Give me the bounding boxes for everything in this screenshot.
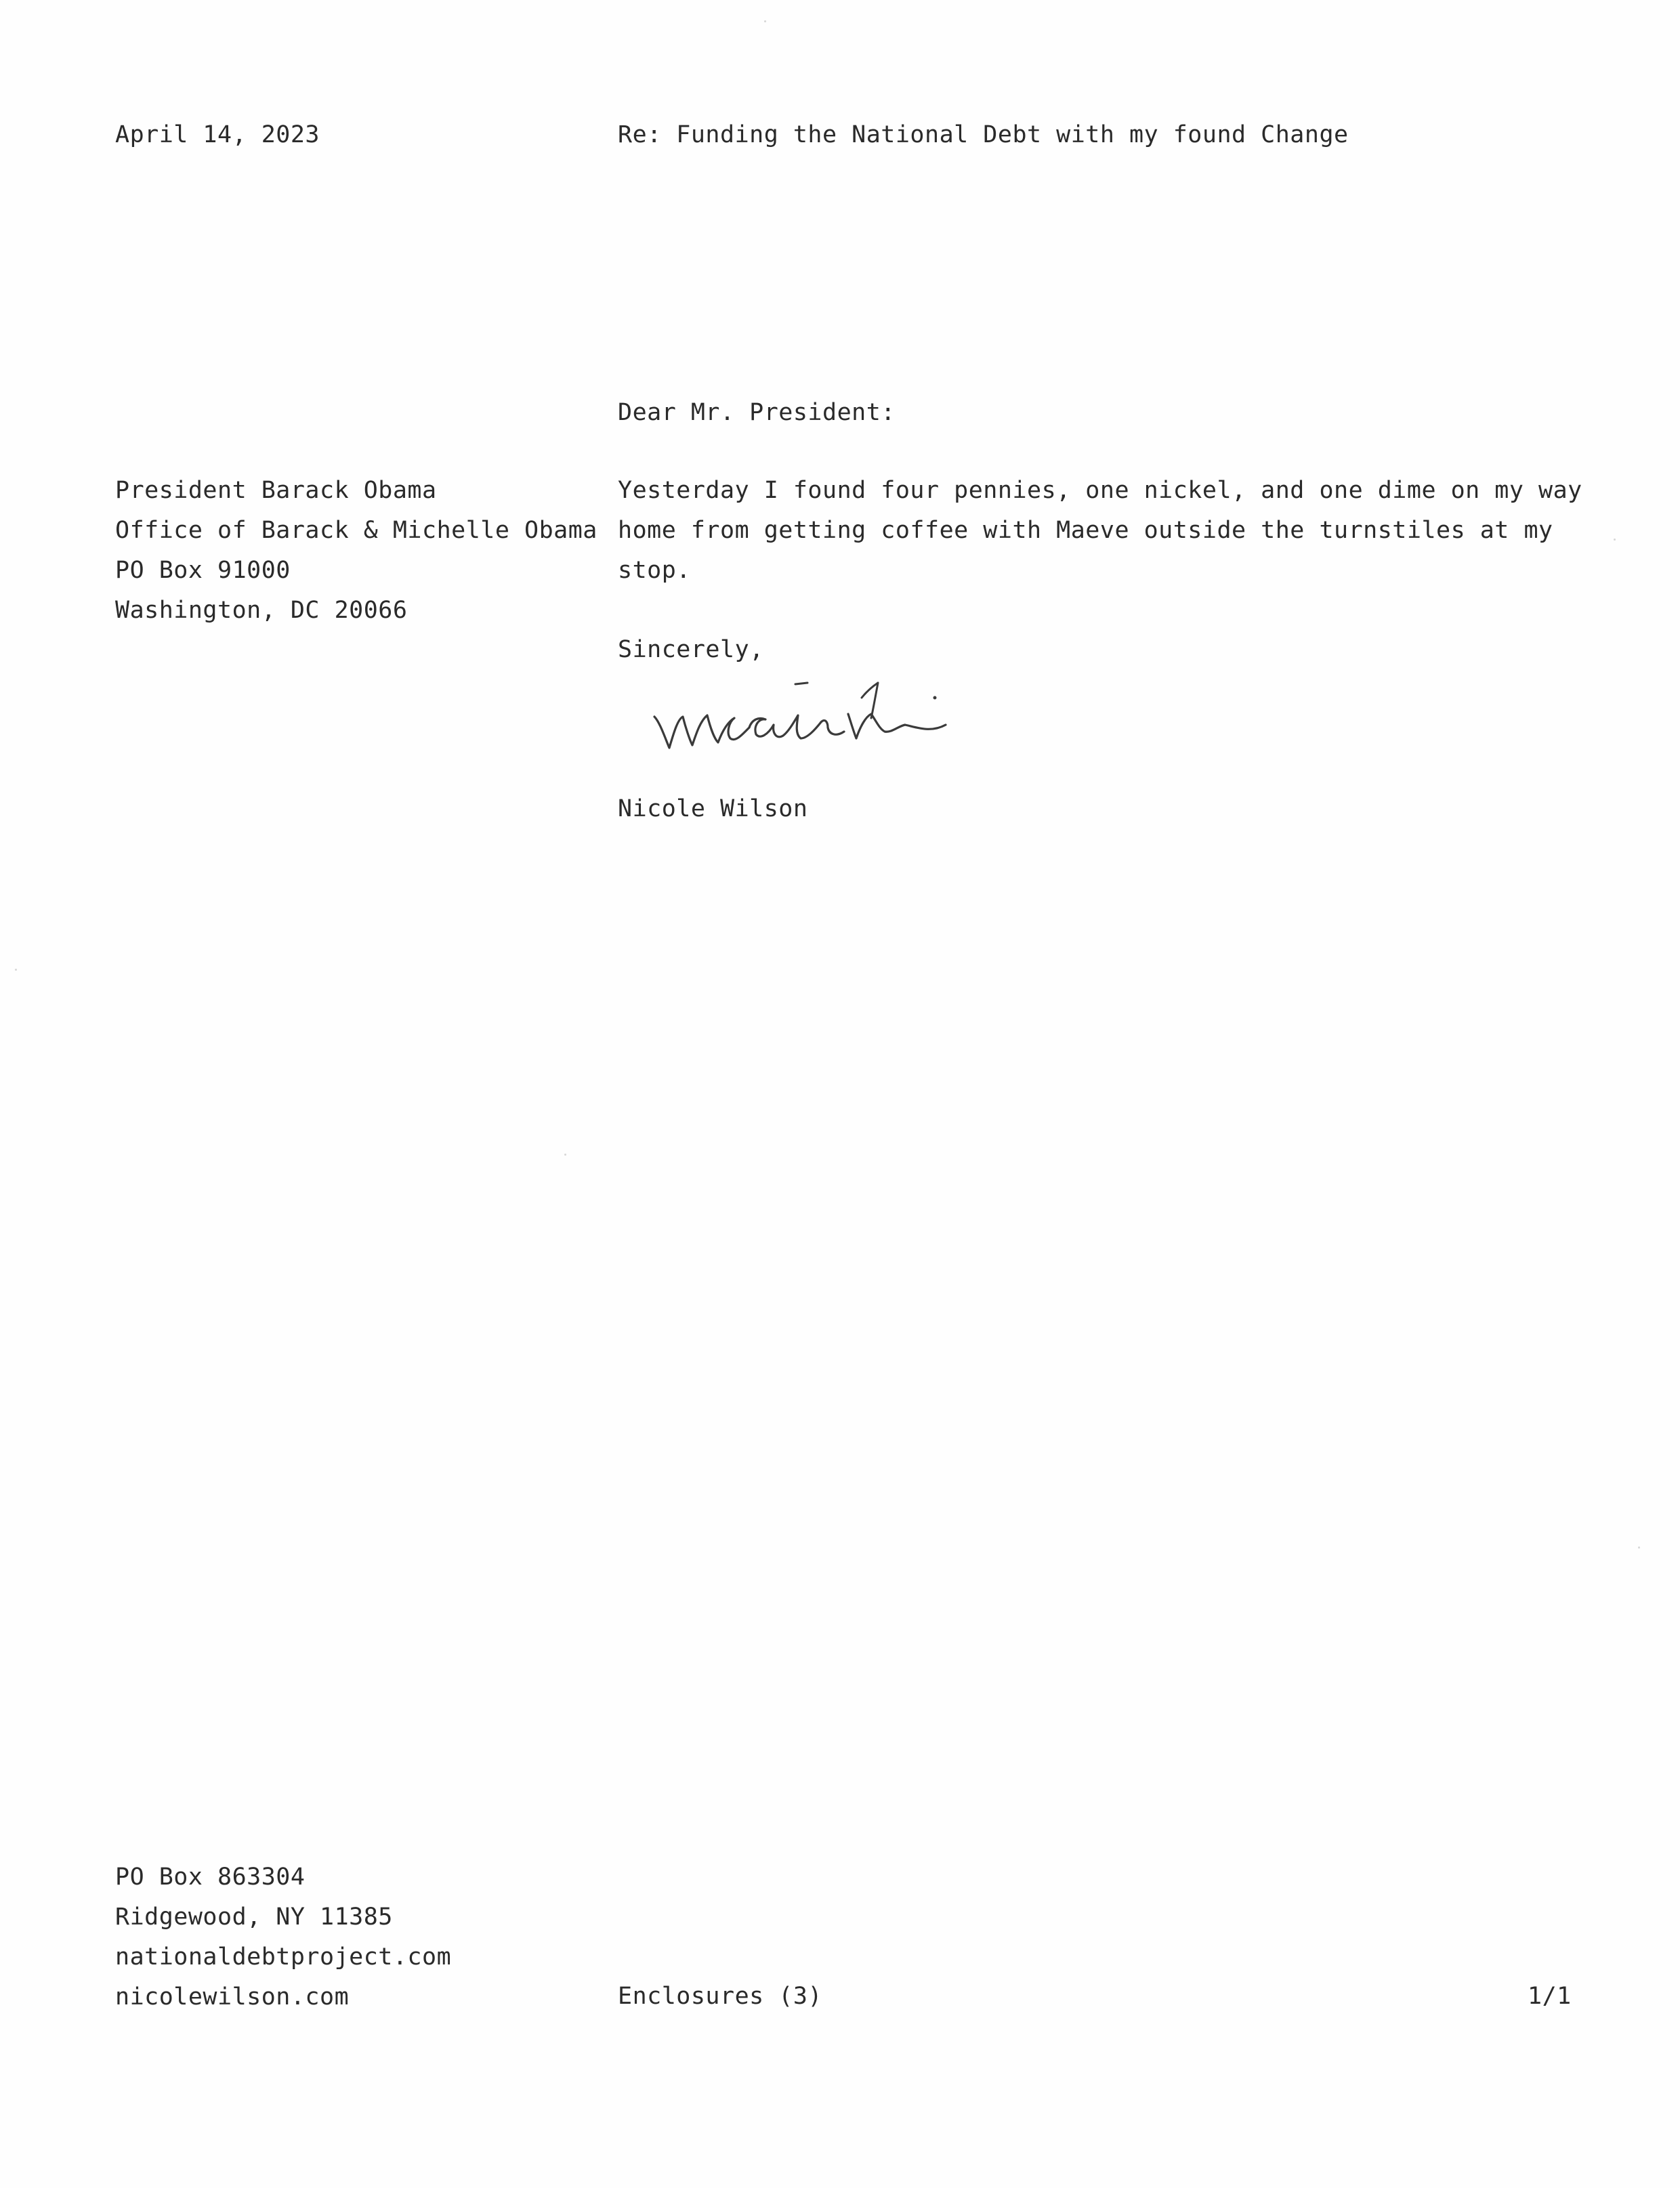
body-line: home from getting coffee with Maeve outside the turnstiles at my <box>618 517 1553 544</box>
sender-website: nationaldebtproject.com <box>115 1943 452 1971</box>
page-number: 1/1 <box>1528 1983 1572 2010</box>
letter-body <box>618 471 1582 591</box>
body-line: stop. <box>618 557 691 584</box>
enclosures-note: Enclosures (3) <box>618 1983 823 2010</box>
subject-line: Re: Funding the National Debt with my found Change <box>618 121 1349 148</box>
sender-line: PO Box 863304 <box>115 1864 306 1891</box>
recipient-line: PO Box 91000 <box>115 557 291 584</box>
letter-date: April 14, 2023 <box>115 121 320 148</box>
recipient-line: Washington, DC 20066 <box>115 597 408 624</box>
sender-website: nicolewilson.com <box>115 1983 350 2011</box>
recipient-address <box>115 471 597 631</box>
handwritten-signature <box>650 677 1016 765</box>
signer-name: Nicole Wilson <box>618 795 808 822</box>
closing: Sincerely, <box>618 636 764 663</box>
body-line: Yesterday I found four pennies, one nickel, and one dime on my way <box>618 477 1582 504</box>
sender-line: Ridgewood, NY 11385 <box>115 1903 393 1931</box>
sender-address <box>115 1857 451 2017</box>
recipient-line: President Barack Obama <box>115 477 437 504</box>
recipient-line: Office of Barack & Michelle Obama <box>115 517 597 544</box>
salutation: Dear Mr. President: <box>618 399 896 426</box>
